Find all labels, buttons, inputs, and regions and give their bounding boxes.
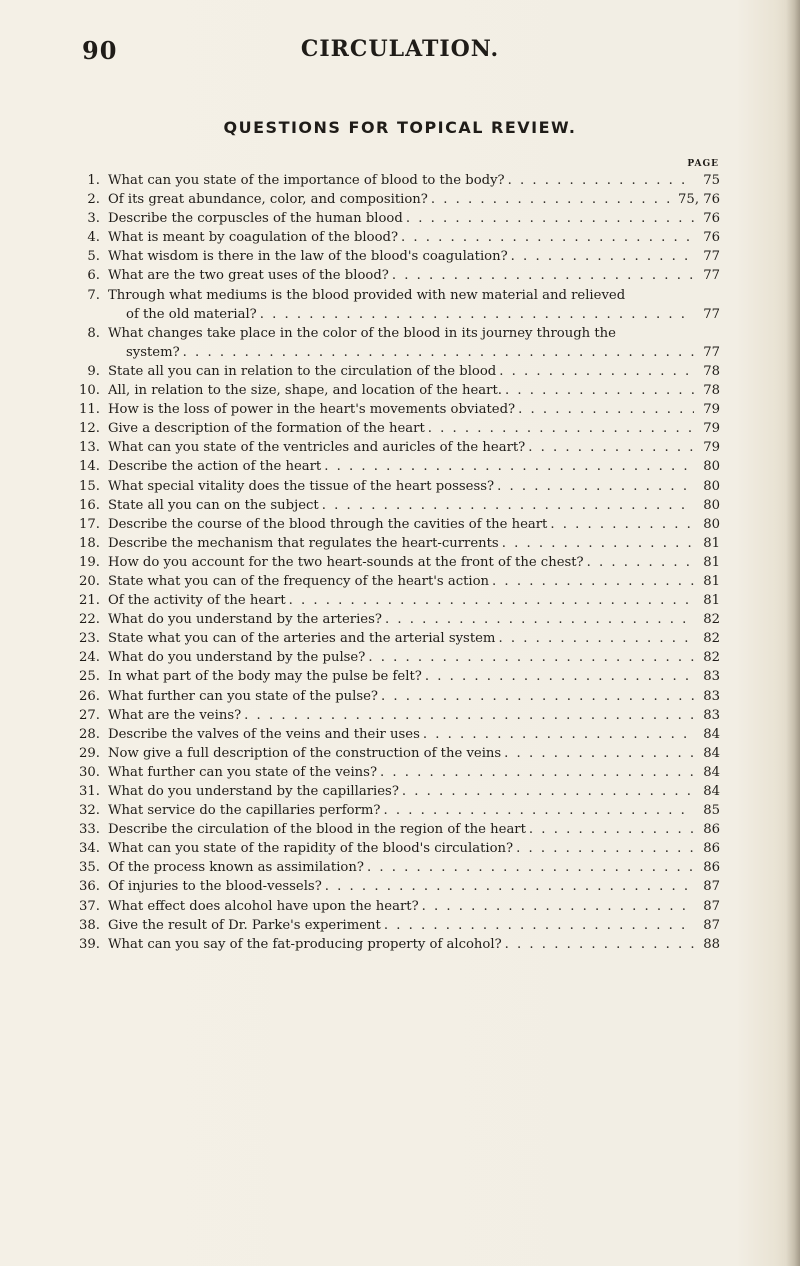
question-number: 21. [79, 593, 100, 609]
question-number: 16. [79, 497, 100, 513]
page-reference: 81 [703, 535, 720, 551]
question-text: How do you account for the two heart-sounds at the front of the chest? [108, 554, 584, 570]
page-reference: 79 [703, 421, 720, 437]
question-item [78, 400, 720, 419]
question-item [78, 534, 720, 553]
question-number: 28. [79, 726, 100, 742]
dot-leader [383, 801, 694, 820]
page-column-label: PAGE [687, 159, 719, 169]
question-item [78, 935, 720, 954]
dot-leader [529, 820, 694, 839]
question-text: What further can you state of the veins? [108, 764, 378, 780]
page-reference: 78 [703, 383, 720, 399]
question-text: What are the two great uses of the blood? [108, 268, 389, 284]
dot-leader [425, 667, 694, 686]
question-text: Describe the valves of the veins and their uses [108, 726, 420, 742]
question-number: 20. [79, 573, 100, 589]
dot-leader [498, 629, 694, 648]
page-reference: 87 [703, 879, 720, 895]
dot-leader [518, 400, 694, 419]
question-text: What do you understand by the arteries? [108, 612, 382, 628]
page-reference: 77 [703, 268, 720, 284]
question-item [78, 839, 720, 858]
question-number: 3. [87, 211, 100, 227]
question-text: Describe the course of the blood through the cavities of the heart [108, 516, 548, 532]
dot-leader [401, 228, 694, 247]
page-reference: 83 [703, 688, 720, 704]
question-number: 9. [87, 363, 100, 379]
dot-leader [260, 305, 694, 324]
question-text: What can you state of the importance of blood to the body? [108, 173, 505, 188]
page-reference: 86 [703, 841, 720, 857]
page-reference: 82 [703, 650, 720, 666]
page-reference: 84 [703, 784, 720, 799]
dot-leader [183, 343, 694, 362]
page-reference: 77 [703, 306, 720, 322]
question-item [78, 572, 720, 591]
dot-leader [368, 648, 694, 667]
page-reference: 86 [703, 860, 720, 876]
question-item [78, 266, 720, 285]
question-item [78, 438, 720, 457]
dot-leader [502, 534, 694, 553]
question-text: What effect does alcohol have upon the heart? [108, 898, 419, 914]
question-item [78, 362, 720, 381]
question-item [78, 725, 720, 744]
question-text: Describe the corpuscles of the human blood [108, 211, 403, 227]
question-text: Describe the mechanism that regulates the heart-currents [108, 535, 499, 551]
page-reference: 84 [703, 764, 720, 780]
dot-leader [244, 706, 694, 725]
dot-leader [505, 935, 694, 954]
dot-leader [406, 209, 694, 228]
question-text: Describe the action of the heart [108, 459, 322, 475]
question-number: 17. [79, 516, 100, 532]
question-number: 38. [79, 917, 100, 933]
dot-leader [528, 438, 694, 457]
question-text: What further can you state of the pulse? [108, 688, 379, 704]
question-text: What can you state of the ventricles and auricles of the heart? [108, 440, 526, 456]
dot-leader [428, 419, 694, 438]
page-reference: 83 [703, 669, 720, 685]
dot-leader [385, 610, 694, 629]
question-number: 36. [79, 879, 100, 895]
question-number: 33. [79, 822, 100, 838]
question-list [78, 171, 720, 954]
question-number: 30. [79, 764, 100, 780]
question-number: 10. [79, 383, 100, 399]
question-text: Give a description of the formation of the heart [108, 421, 425, 437]
dot-leader [508, 171, 694, 190]
question-text: What special vitality does the tissue of the heart possess? [108, 478, 495, 494]
question-text-continued: system? [126, 344, 180, 360]
question-text: State what you can of the arteries and the arterial system [108, 631, 496, 647]
dot-leader [499, 362, 694, 381]
dot-leader [322, 496, 694, 515]
page-reference: 80 [703, 459, 720, 475]
dot-leader [367, 858, 694, 877]
dot-leader [402, 782, 694, 801]
dot-leader [422, 897, 694, 916]
question-number: 18. [79, 535, 100, 551]
question-item [78, 591, 720, 610]
question-text: All, in relation to the size, shape, and location of the heart. [108, 383, 502, 399]
page-reference: 76 [703, 211, 720, 227]
question-number: 13. [79, 440, 100, 456]
question-number: 25. [79, 669, 100, 685]
question-number: 35. [79, 860, 100, 876]
dot-leader [516, 839, 694, 858]
question-item [78, 877, 720, 896]
question-item [78, 667, 720, 686]
dot-leader [380, 763, 694, 782]
question-item [78, 763, 720, 782]
page-reference: 84 [703, 745, 720, 761]
question-item [78, 629, 720, 648]
question-number: 5. [87, 249, 100, 265]
question-text: State what you can of the frequency of the heart's action [108, 573, 490, 589]
question-item [78, 209, 720, 228]
question-item [78, 324, 720, 362]
question-text: State all you can in relation to the circulation of the blood [108, 363, 497, 379]
question-number: 23. [79, 631, 100, 647]
question-item [78, 820, 720, 839]
page-reference: 87 [703, 898, 720, 914]
question-number: 39. [79, 936, 100, 952]
dot-leader [423, 725, 694, 744]
page-reference: 83 [703, 707, 720, 723]
question-text: How is the loss of power in the heart's movements obviated? [108, 402, 516, 418]
question-text: Of the process known as assimilation? [108, 860, 364, 876]
dot-leader [587, 553, 694, 572]
question-item [78, 381, 720, 400]
question-text: Now give a full description of the construction of the veins [108, 745, 502, 761]
question-number: 32. [79, 803, 100, 819]
question-text: Of its great abundance, color, and composition? [108, 192, 428, 208]
running-title: CIRCULATION. [300, 36, 500, 62]
dot-leader [381, 687, 694, 706]
question-number: 27. [79, 707, 100, 723]
page-number: 90 [82, 36, 118, 65]
question-item [78, 897, 720, 916]
question-number: 11. [79, 402, 100, 418]
dot-leader [497, 477, 694, 496]
question-number: 15. [79, 478, 100, 494]
question-number: 12. [79, 421, 100, 437]
page-reference: 78 [703, 363, 720, 379]
question-text: What can you state of the rapidity of the blood's circulation? [108, 841, 514, 857]
question-item [78, 782, 720, 801]
question-text: Describe the circulation of the blood in the region of the heart [108, 822, 526, 838]
question-number: 1. [87, 173, 100, 188]
question-number: 24. [79, 650, 100, 666]
dot-leader [384, 916, 694, 935]
page-reference: 81 [703, 593, 720, 609]
question-text: What is meant by coagulation of the blood? [108, 230, 399, 246]
dot-leader [492, 572, 694, 591]
page-reference: 80 [703, 516, 720, 532]
page-reference: 82 [703, 631, 720, 647]
question-item [78, 247, 720, 266]
question-number: 7. [87, 287, 100, 303]
question-text: In what part of the body may the pulse be felt? [108, 669, 422, 685]
page-reference: 87 [703, 917, 720, 933]
running-head [0, 36, 800, 70]
question-text: What can you say of the fat-producing property of alcohol? [108, 936, 502, 952]
question-text: Of the activity of the heart [108, 593, 286, 609]
page-reference: 77 [703, 344, 720, 360]
page-reference: 82 [703, 612, 720, 628]
question-item [78, 858, 720, 877]
question-item [78, 648, 720, 667]
question-text: Through what mediums is the blood provided with new material and relieved [108, 287, 626, 303]
question-number: 26. [79, 688, 100, 704]
question-item [78, 286, 720, 324]
dot-leader [289, 591, 694, 610]
page-reference: 80 [703, 478, 720, 494]
dot-leader [504, 744, 694, 763]
page-reference: 80 [703, 497, 720, 513]
question-text: What changes take place in the color of the blood in its journey through the [108, 325, 616, 341]
question-number: 22. [79, 612, 100, 628]
question-item [78, 496, 720, 515]
question-item [78, 916, 720, 935]
dot-leader [550, 515, 694, 534]
question-item [78, 190, 720, 209]
page-reference: 79 [703, 440, 720, 456]
page-reference: 79 [703, 402, 720, 418]
dot-leader [505, 381, 694, 400]
question-text: What wisdom is there in the law of the blood's coagulation? [108, 249, 508, 265]
page-reference: 84 [703, 726, 720, 742]
question-number: 4. [87, 230, 100, 246]
dot-leader [392, 266, 694, 285]
question-number: 37. [79, 898, 100, 914]
question-text: Of injuries to the blood-vessels? [108, 879, 322, 895]
question-item [78, 687, 720, 706]
dot-leader [511, 247, 694, 266]
page-edge-shadow [786, 0, 800, 1266]
dot-leader [325, 877, 694, 896]
page-reference: 88 [703, 936, 720, 952]
question-text: Give the result of Dr. Parke's experiment [108, 917, 381, 933]
question-number: 8. [87, 325, 100, 341]
question-number: 29. [79, 745, 100, 761]
section-title: QUESTIONS FOR TOPICAL REVIEW. [223, 118, 577, 137]
question-text: What are the veins? [108, 707, 242, 723]
page-reference: 75, 76 [678, 192, 720, 208]
question-number: 14. [79, 459, 100, 475]
question-number: 6. [87, 268, 100, 284]
question-item [78, 801, 720, 820]
question-text: What do you understand by the pulse? [108, 650, 366, 666]
question-text: What service do the capillaries perform? [108, 803, 381, 819]
question-item [78, 228, 720, 247]
page-reference: 86 [703, 822, 720, 838]
question-item [78, 171, 720, 190]
question-number: 2. [87, 192, 100, 208]
question-item [78, 419, 720, 438]
question-number: 19. [79, 554, 100, 570]
question-number: 34. [79, 841, 100, 857]
dot-leader [324, 457, 694, 476]
question-item [78, 457, 720, 476]
question-item [78, 477, 720, 496]
question-number: 31. [79, 784, 100, 799]
page-reference: 76 [703, 230, 720, 246]
dot-leader [431, 190, 674, 209]
question-item [78, 553, 720, 572]
page-reference: 81 [703, 554, 720, 570]
page-reference: 77 [703, 249, 720, 265]
page-reference: 75 [703, 173, 720, 188]
question-item [78, 610, 720, 629]
question-text: State all you can on the subject [108, 497, 319, 513]
question-item [78, 515, 720, 534]
question-item [78, 744, 720, 763]
question-text-continued: of the old material? [126, 306, 257, 322]
page-reference: 85 [703, 803, 720, 819]
question-item [78, 706, 720, 725]
page-reference: 81 [703, 573, 720, 589]
question-text: What do you understand by the capillaries? [108, 784, 399, 799]
